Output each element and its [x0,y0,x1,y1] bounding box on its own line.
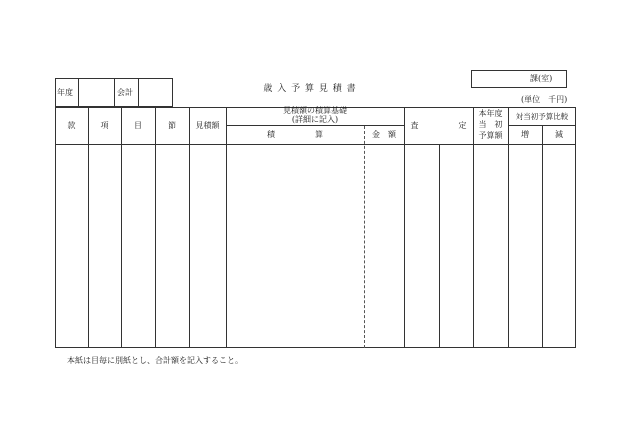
col-header-calculation: 積 算 [267,130,323,139]
col-header-kou: 項 [100,121,109,130]
col-header-initial-budget-line2: 当 初 [478,120,503,129]
col-header-comparison: 対当初予算比較 [515,112,569,121]
decrease-body-cell[interactable] [543,145,575,347]
col-header-initial-budget-line1: 本年度 [478,109,503,118]
col-header-assessment: 査 定 [410,121,467,130]
col-header-increase: 増 [521,130,529,139]
account-label: 会計 [117,88,133,97]
col-header-kan: 款 [67,121,76,130]
calculation-body-cell[interactable] [227,145,364,347]
department-label: 課(室) [530,74,553,83]
col-header-basis-line1: 見積額の積算基礎 [283,106,347,115]
divider [114,78,115,107]
increase-body-cell[interactable] [509,145,542,347]
basis-subheader-divider [226,125,404,126]
department-box[interactable] [471,70,567,88]
col-header-setsu: 節 [168,121,176,130]
col-header-initial-budget-line3: 予算額 [478,131,503,140]
col-header-basis-line2: (詳細に記入) [291,115,339,124]
kou-body-cell[interactable] [89,145,121,347]
setsu-body-cell[interactable] [156,145,189,347]
assessment-left-body-cell[interactable] [405,145,439,347]
account-field[interactable] [139,79,172,106]
col-header-estimate-amount: 見積額 [195,121,220,130]
col-header-moku: 目 [134,121,142,130]
unit-label: (単位 千円) [521,95,568,104]
col-header-decrease: 減 [555,130,563,139]
estimate-amount-body-cell[interactable] [190,145,226,347]
kan-body-cell[interactable] [56,145,88,347]
assessment-right-body-cell[interactable] [440,145,473,347]
initial-budget-body-cell[interactable] [474,145,508,347]
amount-body-cell[interactable] [365,145,404,347]
moku-body-cell[interactable] [122,145,155,347]
form-title: 歳 入 予 算 見 積 書 [263,84,357,94]
fiscal-year-field[interactable] [79,79,113,106]
col-header-amount: 金 額 [372,130,396,139]
footer-note: 本紙は目毎に別紙とし、合計額を記入すること。 [67,356,243,365]
fiscal-year-label: 年度 [57,88,73,97]
